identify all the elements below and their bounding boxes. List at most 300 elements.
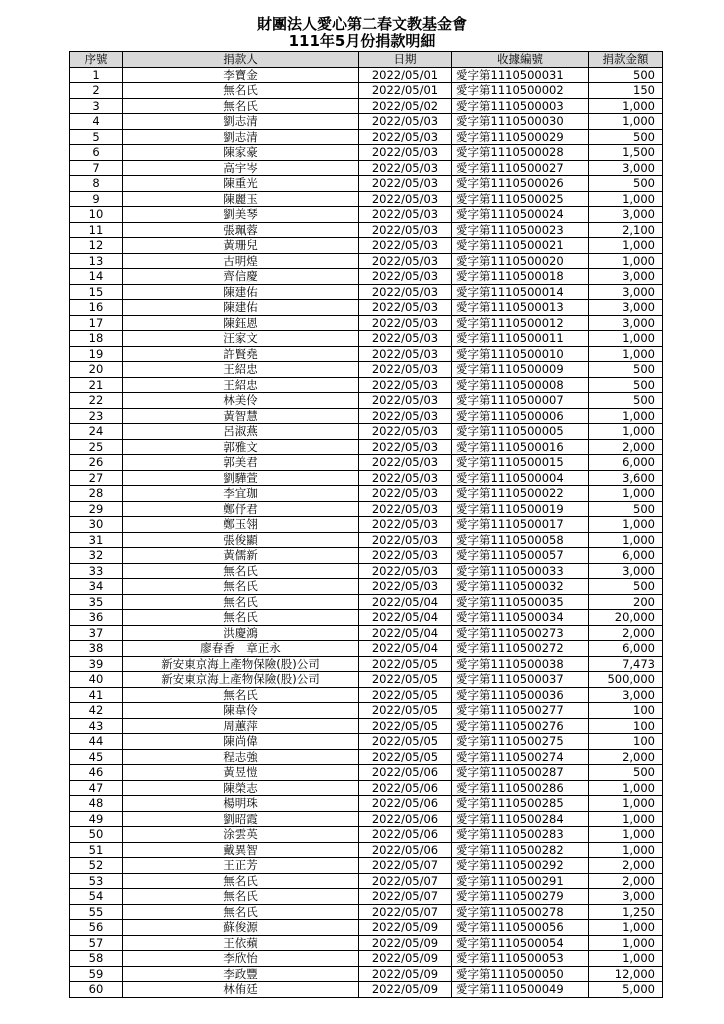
cell-amount: 1,000 [589, 532, 663, 548]
cell-date: 2022/05/05 [359, 656, 452, 672]
cell-serial-no: 15 [70, 284, 123, 300]
cell-amount: 20,000 [589, 610, 663, 626]
header-amount: 捐款金額 [589, 52, 663, 68]
cell-serial-no: 38 [70, 641, 123, 657]
cell-receipt-no: 愛字第1110500020 [452, 253, 589, 269]
table-row [70, 362, 663, 378]
cell-receipt-no: 愛字第1110500017 [452, 517, 589, 533]
cell-amount: 500,000 [589, 672, 663, 688]
cell-serial-no: 21 [70, 377, 123, 393]
cell-receipt-no: 愛字第1110500273 [452, 625, 589, 641]
cell-amount: 3,000 [589, 207, 663, 223]
cell-receipt-no: 愛字第1110500032 [452, 579, 589, 595]
cell-date: 2022/05/03 [359, 160, 452, 176]
table-row [70, 889, 663, 905]
cell-serial-no: 4 [70, 114, 123, 130]
cell-receipt-no: 愛字第1110500005 [452, 424, 589, 440]
cell-receipt-no: 愛字第1110500014 [452, 284, 589, 300]
table-header-row [70, 52, 663, 68]
cell-date: 2022/05/03 [359, 393, 452, 409]
cell-serial-no: 13 [70, 253, 123, 269]
cell-date: 2022/05/07 [359, 889, 452, 905]
cell-donor: 新安東京海上產物保險(股)公司 [123, 656, 359, 672]
cell-amount: 500 [589, 765, 663, 781]
cell-receipt-no: 愛字第1110500033 [452, 563, 589, 579]
cell-serial-no: 40 [70, 672, 123, 688]
table-row [70, 408, 663, 424]
cell-donor: 王依蘋 [123, 935, 359, 951]
cell-date: 2022/05/03 [359, 517, 452, 533]
cell-serial-no: 20 [70, 362, 123, 378]
cell-receipt-no: 愛字第1110500012 [452, 315, 589, 331]
cell-donor: 李宜珈 [123, 486, 359, 502]
cell-receipt-no: 愛字第1110500029 [452, 129, 589, 145]
cell-date: 2022/05/03 [359, 548, 452, 564]
cell-amount: 500 [589, 377, 663, 393]
cell-amount: 12,000 [589, 966, 663, 982]
cell-amount: 1,000 [589, 408, 663, 424]
cell-receipt-no: 愛字第1110500023 [452, 222, 589, 238]
cell-donor: 涂雲英 [123, 827, 359, 843]
cell-donor: 劉志清 [123, 114, 359, 130]
cell-date: 2022/05/03 [359, 486, 452, 502]
cell-amount: 1,000 [589, 920, 663, 936]
cell-donor: 無名氏 [123, 594, 359, 610]
cell-date: 2022/05/03 [359, 284, 452, 300]
table-row [70, 300, 663, 316]
cell-donor: 無名氏 [123, 904, 359, 920]
cell-serial-no: 14 [70, 269, 123, 285]
cell-receipt-no: 愛字第1110500291 [452, 873, 589, 889]
cell-date: 2022/05/09 [359, 920, 452, 936]
cell-donor: 古明煌 [123, 253, 359, 269]
cell-amount: 6,000 [589, 548, 663, 564]
table-row [70, 982, 663, 998]
table-row [70, 842, 663, 858]
cell-amount: 2,000 [589, 749, 663, 765]
cell-donor: 郭雅文 [123, 439, 359, 455]
cell-amount: 1,000 [589, 951, 663, 967]
cell-amount: 500 [589, 501, 663, 517]
cell-receipt-no: 愛字第1110500024 [452, 207, 589, 223]
cell-receipt-no: 愛字第1110500279 [452, 889, 589, 905]
table-row [70, 377, 663, 393]
cell-donor: 無名氏 [123, 889, 359, 905]
cell-serial-no: 1 [70, 67, 123, 83]
cell-serial-no: 48 [70, 796, 123, 812]
cell-donor: 無名氏 [123, 98, 359, 114]
cell-donor: 劉美琴 [123, 207, 359, 223]
cell-amount: 1,000 [589, 486, 663, 502]
table-row [70, 780, 663, 796]
cell-amount: 1,000 [589, 811, 663, 827]
cell-amount: 100 [589, 718, 663, 734]
cell-receipt-no: 愛字第1110500049 [452, 982, 589, 998]
cell-amount: 1,000 [589, 114, 663, 130]
table-row [70, 470, 663, 486]
cell-serial-no: 53 [70, 873, 123, 889]
cell-serial-no: 37 [70, 625, 123, 641]
cell-amount: 2,000 [589, 625, 663, 641]
cell-date: 2022/05/06 [359, 811, 452, 827]
cell-donor: 高宇岑 [123, 160, 359, 176]
cell-serial-no: 46 [70, 765, 123, 781]
cell-amount: 500 [589, 393, 663, 409]
header-receipt-no: 收據編號 [452, 52, 589, 68]
cell-date: 2022/05/03 [359, 129, 452, 145]
table-row [70, 532, 663, 548]
cell-serial-no: 39 [70, 656, 123, 672]
cell-donor: 洪慶鴻 [123, 625, 359, 641]
cell-serial-no: 50 [70, 827, 123, 843]
table-row [70, 672, 663, 688]
cell-date: 2022/05/04 [359, 641, 452, 657]
cell-amount: 500 [589, 176, 663, 192]
cell-donor: 汪家文 [123, 331, 359, 347]
table-row [70, 98, 663, 114]
table-row [70, 346, 663, 362]
cell-receipt-no: 愛字第1110500038 [452, 656, 589, 672]
cell-serial-no: 43 [70, 718, 123, 734]
table-row [70, 641, 663, 657]
cell-amount: 1,250 [589, 904, 663, 920]
table-row [70, 687, 663, 703]
cell-date: 2022/05/03 [359, 470, 452, 486]
table-row [70, 160, 663, 176]
cell-receipt-no: 愛字第1110500034 [452, 610, 589, 626]
table-row [70, 610, 663, 626]
cell-receipt-no: 愛字第1110500018 [452, 269, 589, 285]
cell-receipt-no: 愛字第1110500274 [452, 749, 589, 765]
cell-amount: 3,000 [589, 284, 663, 300]
table-row [70, 734, 663, 750]
table-row [70, 951, 663, 967]
cell-serial-no: 29 [70, 501, 123, 517]
cell-donor: 張珮蓉 [123, 222, 359, 238]
cell-date: 2022/05/03 [359, 377, 452, 393]
cell-amount: 1,000 [589, 98, 663, 114]
table-row [70, 703, 663, 719]
cell-serial-no: 3 [70, 98, 123, 114]
cell-amount: 3,000 [589, 889, 663, 905]
cell-receipt-no: 愛字第1110500016 [452, 439, 589, 455]
cell-serial-no: 55 [70, 904, 123, 920]
table-row [70, 284, 663, 300]
cell-receipt-no: 愛字第1110500050 [452, 966, 589, 982]
cell-receipt-no: 愛字第1110500010 [452, 346, 589, 362]
donation-table [69, 51, 663, 998]
table-row [70, 656, 663, 672]
cell-serial-no: 9 [70, 191, 123, 207]
cell-date: 2022/05/07 [359, 858, 452, 874]
cell-donor: 新安東京海上產物保險(股)公司 [123, 672, 359, 688]
cell-receipt-no: 愛字第1110500027 [452, 160, 589, 176]
cell-donor: 鄭伃君 [123, 501, 359, 517]
cell-date: 2022/05/03 [359, 346, 452, 362]
table-row [70, 145, 663, 161]
cell-serial-no: 23 [70, 408, 123, 424]
cell-serial-no: 10 [70, 207, 123, 223]
cell-receipt-no: 愛字第1110500278 [452, 904, 589, 920]
table-row [70, 827, 663, 843]
cell-amount: 1,000 [589, 424, 663, 440]
cell-serial-no: 24 [70, 424, 123, 440]
cell-amount: 1,000 [589, 796, 663, 812]
cell-serial-no: 28 [70, 486, 123, 502]
cell-date: 2022/05/05 [359, 703, 452, 719]
cell-receipt-no: 愛字第1110500026 [452, 176, 589, 192]
cell-serial-no: 18 [70, 331, 123, 347]
cell-date: 2022/05/03 [359, 269, 452, 285]
cell-donor: 李寶金 [123, 67, 359, 83]
cell-serial-no: 47 [70, 780, 123, 796]
cell-date: 2022/05/03 [359, 532, 452, 548]
cell-donor: 陳家豪 [123, 145, 359, 161]
cell-serial-no: 54 [70, 889, 123, 905]
cell-receipt-no: 愛字第1110500007 [452, 393, 589, 409]
cell-serial-no: 7 [70, 160, 123, 176]
cell-receipt-no: 愛字第1110500013 [452, 300, 589, 316]
cell-amount: 1,000 [589, 238, 663, 254]
cell-donor: 無名氏 [123, 610, 359, 626]
cell-serial-no: 16 [70, 300, 123, 316]
cell-date: 2022/05/03 [359, 439, 452, 455]
table-row [70, 114, 663, 130]
table-row [70, 176, 663, 192]
table-row [70, 873, 663, 889]
cell-receipt-no: 愛字第1110500030 [452, 114, 589, 130]
cell-donor: 張俊顯 [123, 532, 359, 548]
document-subtitle: 111年5月份捐款明細 [288, 32, 436, 50]
cell-date: 2022/05/09 [359, 935, 452, 951]
cell-amount: 2,000 [589, 439, 663, 455]
cell-amount: 6,000 [589, 455, 663, 471]
cell-receipt-no: 愛字第1110500057 [452, 548, 589, 564]
table-row [70, 517, 663, 533]
cell-date: 2022/05/05 [359, 749, 452, 765]
cell-amount: 5,000 [589, 982, 663, 998]
table-row [70, 439, 663, 455]
cell-donor: 廖春香 章正永 [123, 641, 359, 657]
cell-donor: 楊明珠 [123, 796, 359, 812]
cell-donor: 陳榮志 [123, 780, 359, 796]
cell-amount: 200 [589, 594, 663, 610]
cell-donor: 李欣怡 [123, 951, 359, 967]
cell-date: 2022/05/09 [359, 951, 452, 967]
cell-donor: 陳尚偉 [123, 734, 359, 750]
table-row [70, 129, 663, 145]
cell-donor: 許賢堯 [123, 346, 359, 362]
cell-date: 2022/05/02 [359, 98, 452, 114]
cell-receipt-no: 愛字第1110500006 [452, 408, 589, 424]
cell-donor: 王紹忠 [123, 362, 359, 378]
table-row [70, 315, 663, 331]
cell-date: 2022/05/07 [359, 904, 452, 920]
table-row [70, 563, 663, 579]
cell-amount: 1,000 [589, 253, 663, 269]
cell-serial-no: 49 [70, 811, 123, 827]
cell-date: 2022/05/07 [359, 873, 452, 889]
cell-donor: 陳麗玉 [123, 191, 359, 207]
cell-receipt-no: 愛字第1110500286 [452, 780, 589, 796]
table-row [70, 920, 663, 936]
cell-receipt-no: 愛字第1110500285 [452, 796, 589, 812]
cell-serial-no: 59 [70, 966, 123, 982]
cell-donor: 齊信慶 [123, 269, 359, 285]
cell-receipt-no: 愛字第1110500031 [452, 67, 589, 83]
cell-donor: 林侑廷 [123, 982, 359, 998]
cell-serial-no: 22 [70, 393, 123, 409]
cell-amount: 3,000 [589, 269, 663, 285]
cell-date: 2022/05/05 [359, 718, 452, 734]
cell-amount: 2,000 [589, 858, 663, 874]
table-row [70, 269, 663, 285]
cell-receipt-no: 愛字第1110500053 [452, 951, 589, 967]
cell-receipt-no: 愛字第1110500022 [452, 486, 589, 502]
cell-receipt-no: 愛字第1110500283 [452, 827, 589, 843]
cell-serial-no: 41 [70, 687, 123, 703]
table-row [70, 765, 663, 781]
cell-receipt-no: 愛字第1110500282 [452, 842, 589, 858]
cell-date: 2022/05/03 [359, 501, 452, 517]
cell-receipt-no: 愛字第1110500009 [452, 362, 589, 378]
cell-serial-no: 44 [70, 734, 123, 750]
table-row [70, 904, 663, 920]
cell-date: 2022/05/06 [359, 780, 452, 796]
cell-receipt-no: 愛字第1110500035 [452, 594, 589, 610]
cell-date: 2022/05/06 [359, 796, 452, 812]
cell-serial-no: 34 [70, 579, 123, 595]
cell-serial-no: 5 [70, 129, 123, 145]
cell-donor: 黃珊兒 [123, 238, 359, 254]
cell-receipt-no: 愛字第1110500036 [452, 687, 589, 703]
cell-date: 2022/05/03 [359, 362, 452, 378]
cell-donor: 無名氏 [123, 563, 359, 579]
cell-serial-no: 27 [70, 470, 123, 486]
cell-serial-no: 8 [70, 176, 123, 192]
cell-date: 2022/05/03 [359, 331, 452, 347]
cell-date: 2022/05/03 [359, 300, 452, 316]
cell-donor: 黃儒新 [123, 548, 359, 564]
cell-amount: 100 [589, 703, 663, 719]
cell-date: 2022/05/05 [359, 687, 452, 703]
cell-date: 2022/05/03 [359, 455, 452, 471]
cell-donor: 劉昭霞 [123, 811, 359, 827]
cell-donor: 劉驊萱 [123, 470, 359, 486]
cell-receipt-no: 愛字第1110500021 [452, 238, 589, 254]
cell-donor: 蘇俊源 [123, 920, 359, 936]
table-row [70, 811, 663, 827]
cell-serial-no: 19 [70, 346, 123, 362]
cell-receipt-no: 愛字第1110500028 [452, 145, 589, 161]
table-row [70, 486, 663, 502]
cell-amount: 1,000 [589, 827, 663, 843]
cell-receipt-no: 愛字第1110500054 [452, 935, 589, 951]
cell-amount: 3,600 [589, 470, 663, 486]
cell-amount: 3,000 [589, 300, 663, 316]
cell-receipt-no: 愛字第1110500002 [452, 83, 589, 99]
cell-receipt-no: 愛字第1110500058 [452, 532, 589, 548]
table-row [70, 501, 663, 517]
cell-receipt-no: 愛字第1110500287 [452, 765, 589, 781]
table-row [70, 749, 663, 765]
table-row [70, 424, 663, 440]
cell-donor: 鄭玉翎 [123, 517, 359, 533]
table-row [70, 455, 663, 471]
table-row [70, 331, 663, 347]
cell-serial-no: 56 [70, 920, 123, 936]
cell-donor: 李政豐 [123, 966, 359, 982]
cell-serial-no: 57 [70, 935, 123, 951]
cell-receipt-no: 愛字第1110500015 [452, 455, 589, 471]
cell-serial-no: 17 [70, 315, 123, 331]
cell-donor: 無名氏 [123, 83, 359, 99]
cell-date: 2022/05/06 [359, 842, 452, 858]
cell-date: 2022/05/01 [359, 67, 452, 83]
cell-serial-no: 12 [70, 238, 123, 254]
cell-receipt-no: 愛字第1110500004 [452, 470, 589, 486]
cell-date: 2022/05/03 [359, 408, 452, 424]
cell-receipt-no: 愛字第1110500272 [452, 641, 589, 657]
cell-donor: 無名氏 [123, 873, 359, 889]
cell-date: 2022/05/04 [359, 625, 452, 641]
cell-amount: 3,000 [589, 160, 663, 176]
cell-donor: 陳鈺恩 [123, 315, 359, 331]
cell-donor: 無名氏 [123, 579, 359, 595]
cell-amount: 7,473 [589, 656, 663, 672]
cell-donor: 黃昱愷 [123, 765, 359, 781]
table-row [70, 796, 663, 812]
cell-receipt-no: 愛字第1110500037 [452, 672, 589, 688]
cell-serial-no: 31 [70, 532, 123, 548]
cell-date: 2022/05/06 [359, 827, 452, 843]
cell-donor: 劉志清 [123, 129, 359, 145]
cell-date: 2022/05/03 [359, 315, 452, 331]
cell-date: 2022/05/03 [359, 176, 452, 192]
table-row [70, 238, 663, 254]
cell-serial-no: 2 [70, 83, 123, 99]
table-row [70, 253, 663, 269]
cell-serial-no: 30 [70, 517, 123, 533]
cell-serial-no: 36 [70, 610, 123, 626]
table-row [70, 718, 663, 734]
cell-serial-no: 45 [70, 749, 123, 765]
cell-date: 2022/05/05 [359, 734, 452, 750]
table-row [70, 393, 663, 409]
cell-amount: 2,100 [589, 222, 663, 238]
cell-receipt-no: 愛字第1110500277 [452, 703, 589, 719]
cell-serial-no: 33 [70, 563, 123, 579]
cell-date: 2022/05/03 [359, 222, 452, 238]
cell-date: 2022/05/04 [359, 610, 452, 626]
cell-date: 2022/05/03 [359, 207, 452, 223]
cell-serial-no: 51 [70, 842, 123, 858]
cell-amount: 1,000 [589, 191, 663, 207]
header-date: 日期 [359, 52, 452, 68]
table-row [70, 222, 663, 238]
cell-amount: 1,000 [589, 842, 663, 858]
cell-receipt-no: 愛字第1110500025 [452, 191, 589, 207]
cell-donor: 王紹忠 [123, 377, 359, 393]
cell-serial-no: 26 [70, 455, 123, 471]
cell-date: 2022/05/03 [359, 145, 452, 161]
cell-amount: 1,000 [589, 331, 663, 347]
table-row [70, 935, 663, 951]
cell-amount: 100 [589, 734, 663, 750]
document-title: 財團法人愛心第二春文教基金會 [256, 15, 467, 33]
cell-date: 2022/05/06 [359, 765, 452, 781]
table-body [70, 67, 663, 997]
